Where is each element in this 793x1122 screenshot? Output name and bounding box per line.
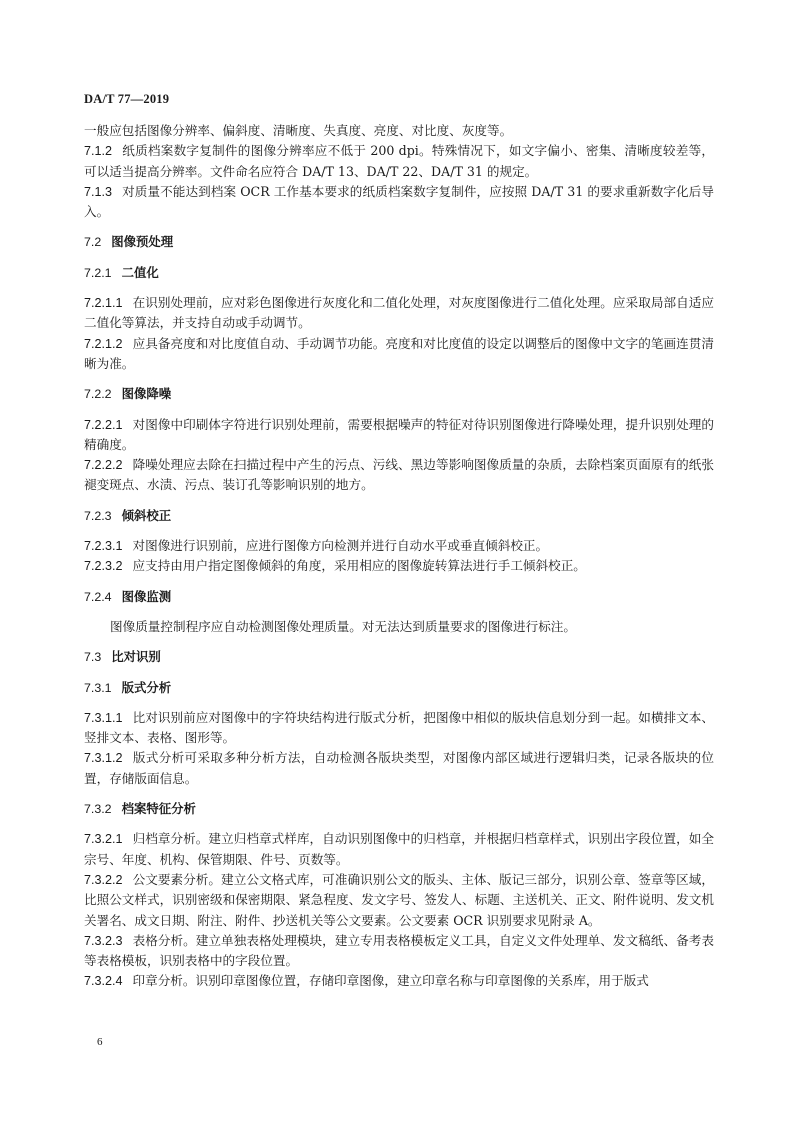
clause-text: 应具备亮度和对比度值自动、手动调节功能。亮度和对比度值的设定以调整后的图像中文字的笔画连贯清晰为准。 [84, 335, 714, 371]
clause-text: 对图像中印刷体字符进行识别处理前，需要根据噪声的特征对待识别图像进行降噪处理，提升识别处理的精确度。 [84, 416, 714, 452]
clause-text: 表格分析。建立单独表格处理模块，建立专用表格模板定义工具，自定义文件处理单、发文稿纸、备考表等表格模板，识别表格中的字段位置。 [84, 932, 714, 969]
clause-7-3-1-1 [84, 708, 714, 749]
clause-number: 7.3.2.3 [84, 933, 123, 948]
clause-text: 纸质档案数字复制件的图像分辨率应不低于 200 dpi。特殊情况下，如文字偏小、密集、清晰度较差等，可以适当提高分辨率。文件命名应符合 DA/T 13、DA/T 22、DA/T 31 的规定。 [84, 143, 714, 179]
heading-text: 图像降噪 [121, 386, 172, 402]
document-body [84, 121, 714, 992]
paragraph-image-monitoring [84, 617, 714, 637]
clause-7-3-2-1 [84, 829, 714, 870]
heading-text: 版式分析 [121, 679, 172, 695]
clause-number: 7.2.1.2 [84, 336, 123, 351]
heading-number: 7.2.3 [84, 508, 112, 523]
clause-number: 7.3.2.1 [84, 832, 123, 847]
clause-number: 7.3.1.1 [84, 710, 123, 725]
clause-7-1-3 [84, 182, 714, 223]
clause-number: 7.2.2.1 [84, 417, 123, 432]
clause-text: 在识别处理前，应对彩色图像进行灰度化和二值化处理，对灰度图像进行二值化处理。应采取局部自适应二值化等算法，并支持自动或手动调节。 [84, 295, 714, 331]
heading-text: 倾斜校正 [121, 507, 172, 523]
clause-7-2-3-2 [84, 556, 714, 576]
clause-number: 7.1.2 [84, 144, 113, 159]
heading-number: 7.3.1 [84, 680, 112, 695]
clause-text: 公文要素分析。建立公文格式库，可准确识别公文的版头、主体、版记三部分，识别公章、签章等区域，比照公文样式，识别密级和保密期限、紧急程度、发文字号、签发人、标题、主送机关、正文、附件说明、发文机关署名、成文日期、附注、附件、抄送机关等公文要素。公文要素 OCR 识别要求见附录 A。 [84, 871, 714, 928]
paragraph [84, 121, 714, 141]
standard-code-header: DA/T 77—2019 [84, 92, 170, 106]
clause-7-2-3-1 [84, 536, 714, 556]
clause-7-2-2-1 [84, 415, 714, 456]
clause-7-2-1-1 [84, 293, 714, 334]
heading-number: 7.2 [84, 235, 102, 250]
clause-7-2-1-2 [84, 334, 714, 375]
clause-7-3-2-2 [84, 870, 714, 931]
heading-7-2-4 [84, 587, 714, 607]
clause-number: 7.3.1.2 [84, 751, 123, 766]
clause-number: 7.2.2.2 [84, 458, 123, 473]
clause-number: 7.2.1.1 [84, 296, 123, 311]
heading-7-3-1 [84, 678, 714, 698]
heading-text: 档案特征分析 [121, 801, 196, 817]
clause-number: 7.3.2.4 [84, 974, 123, 989]
heading-text: 图像监测 [121, 588, 172, 604]
clause-text: 对图像进行识别前，应进行图像方向检测并进行自动水平或垂直倾斜校正。 [132, 538, 549, 554]
clause-text: 对质量不能达到档案 OCR 工作基本要求的纸质档案数字复制件，应按照 DA/T 31 的要求重新数字化后导入。 [84, 183, 714, 220]
clause-7-3-1-2 [84, 748, 714, 789]
heading-text: 比对识别 [111, 649, 161, 665]
paragraph-text: 一般应包括图像分辨率、偏斜度、清晰度、失真度、亮度、对比度、灰度等。 [84, 123, 513, 138]
clause-number: 7.2.3.1 [84, 539, 123, 554]
heading-number: 7.3.2 [84, 802, 112, 817]
heading-number: 7.2.2 [84, 387, 112, 402]
page-number: 6 [97, 1036, 103, 1048]
clause-number: 7.3.2.2 [84, 872, 123, 887]
heading-7-3 [84, 647, 714, 667]
heading-number: 7.2.1 [84, 265, 112, 280]
clause-text: 降噪处理应去除在扫描过程中产生的污点、污线、黑边等影响图像质量的杂质，去除档案页面原有的纸张褪变斑点、水渍、污点、装订孔等影响识别的地方。 [84, 457, 714, 493]
paragraph-text: 图像质量控制程序应自动检测图像处理质量。对无法达到质量要求的图像进行标注。 [110, 618, 576, 634]
heading-text: 图像预处理 [111, 234, 174, 250]
clause-7-3-2-4 [84, 971, 714, 991]
clause-text: 印章分析。识别印章图像位置，存储印章图像，建立印章名称与印章图像的关系库，用于版式 [132, 973, 649, 989]
heading-7-2 [84, 232, 714, 252]
heading-text: 二值化 [121, 264, 159, 280]
clause-text: 版式分析可采取多种分析方法，自动检测各版块类型，对图像内部区域进行逻辑归类，记录各版块的位置，存储版面信息。 [84, 750, 714, 786]
heading-7-2-3 [84, 506, 714, 526]
heading-7-2-2 [84, 384, 714, 404]
heading-7-3-2 [84, 799, 714, 819]
clause-text: 比对识别前应对图像中的字符块结构进行版式分析，把图像中相似的版块信息划分到一起。如横排文本、竖排文本、表格、图形等。 [84, 709, 714, 746]
clause-text: 归档章分析。建立归档章式样库，自动识别图像中的归档章，并根据归档章样式，识别出字段位置，如全宗号、年度、机构、保管期限、件号、页数等。 [84, 831, 714, 867]
clause-text: 应支持由用户指定图像倾斜的角度，采用相应的图像旋转算法进行手工倾斜校正。 [132, 558, 586, 574]
clause-number: 7.2.3.2 [84, 559, 123, 574]
clause-7-3-2-3 [84, 931, 714, 972]
heading-7-2-1 [84, 263, 714, 283]
heading-number: 7.3 [84, 650, 102, 665]
clause-7-2-2-2 [84, 455, 714, 496]
clause-number: 7.1.3 [84, 184, 113, 199]
heading-number: 7.2.4 [84, 589, 112, 604]
clause-7-1-2 [84, 141, 714, 182]
